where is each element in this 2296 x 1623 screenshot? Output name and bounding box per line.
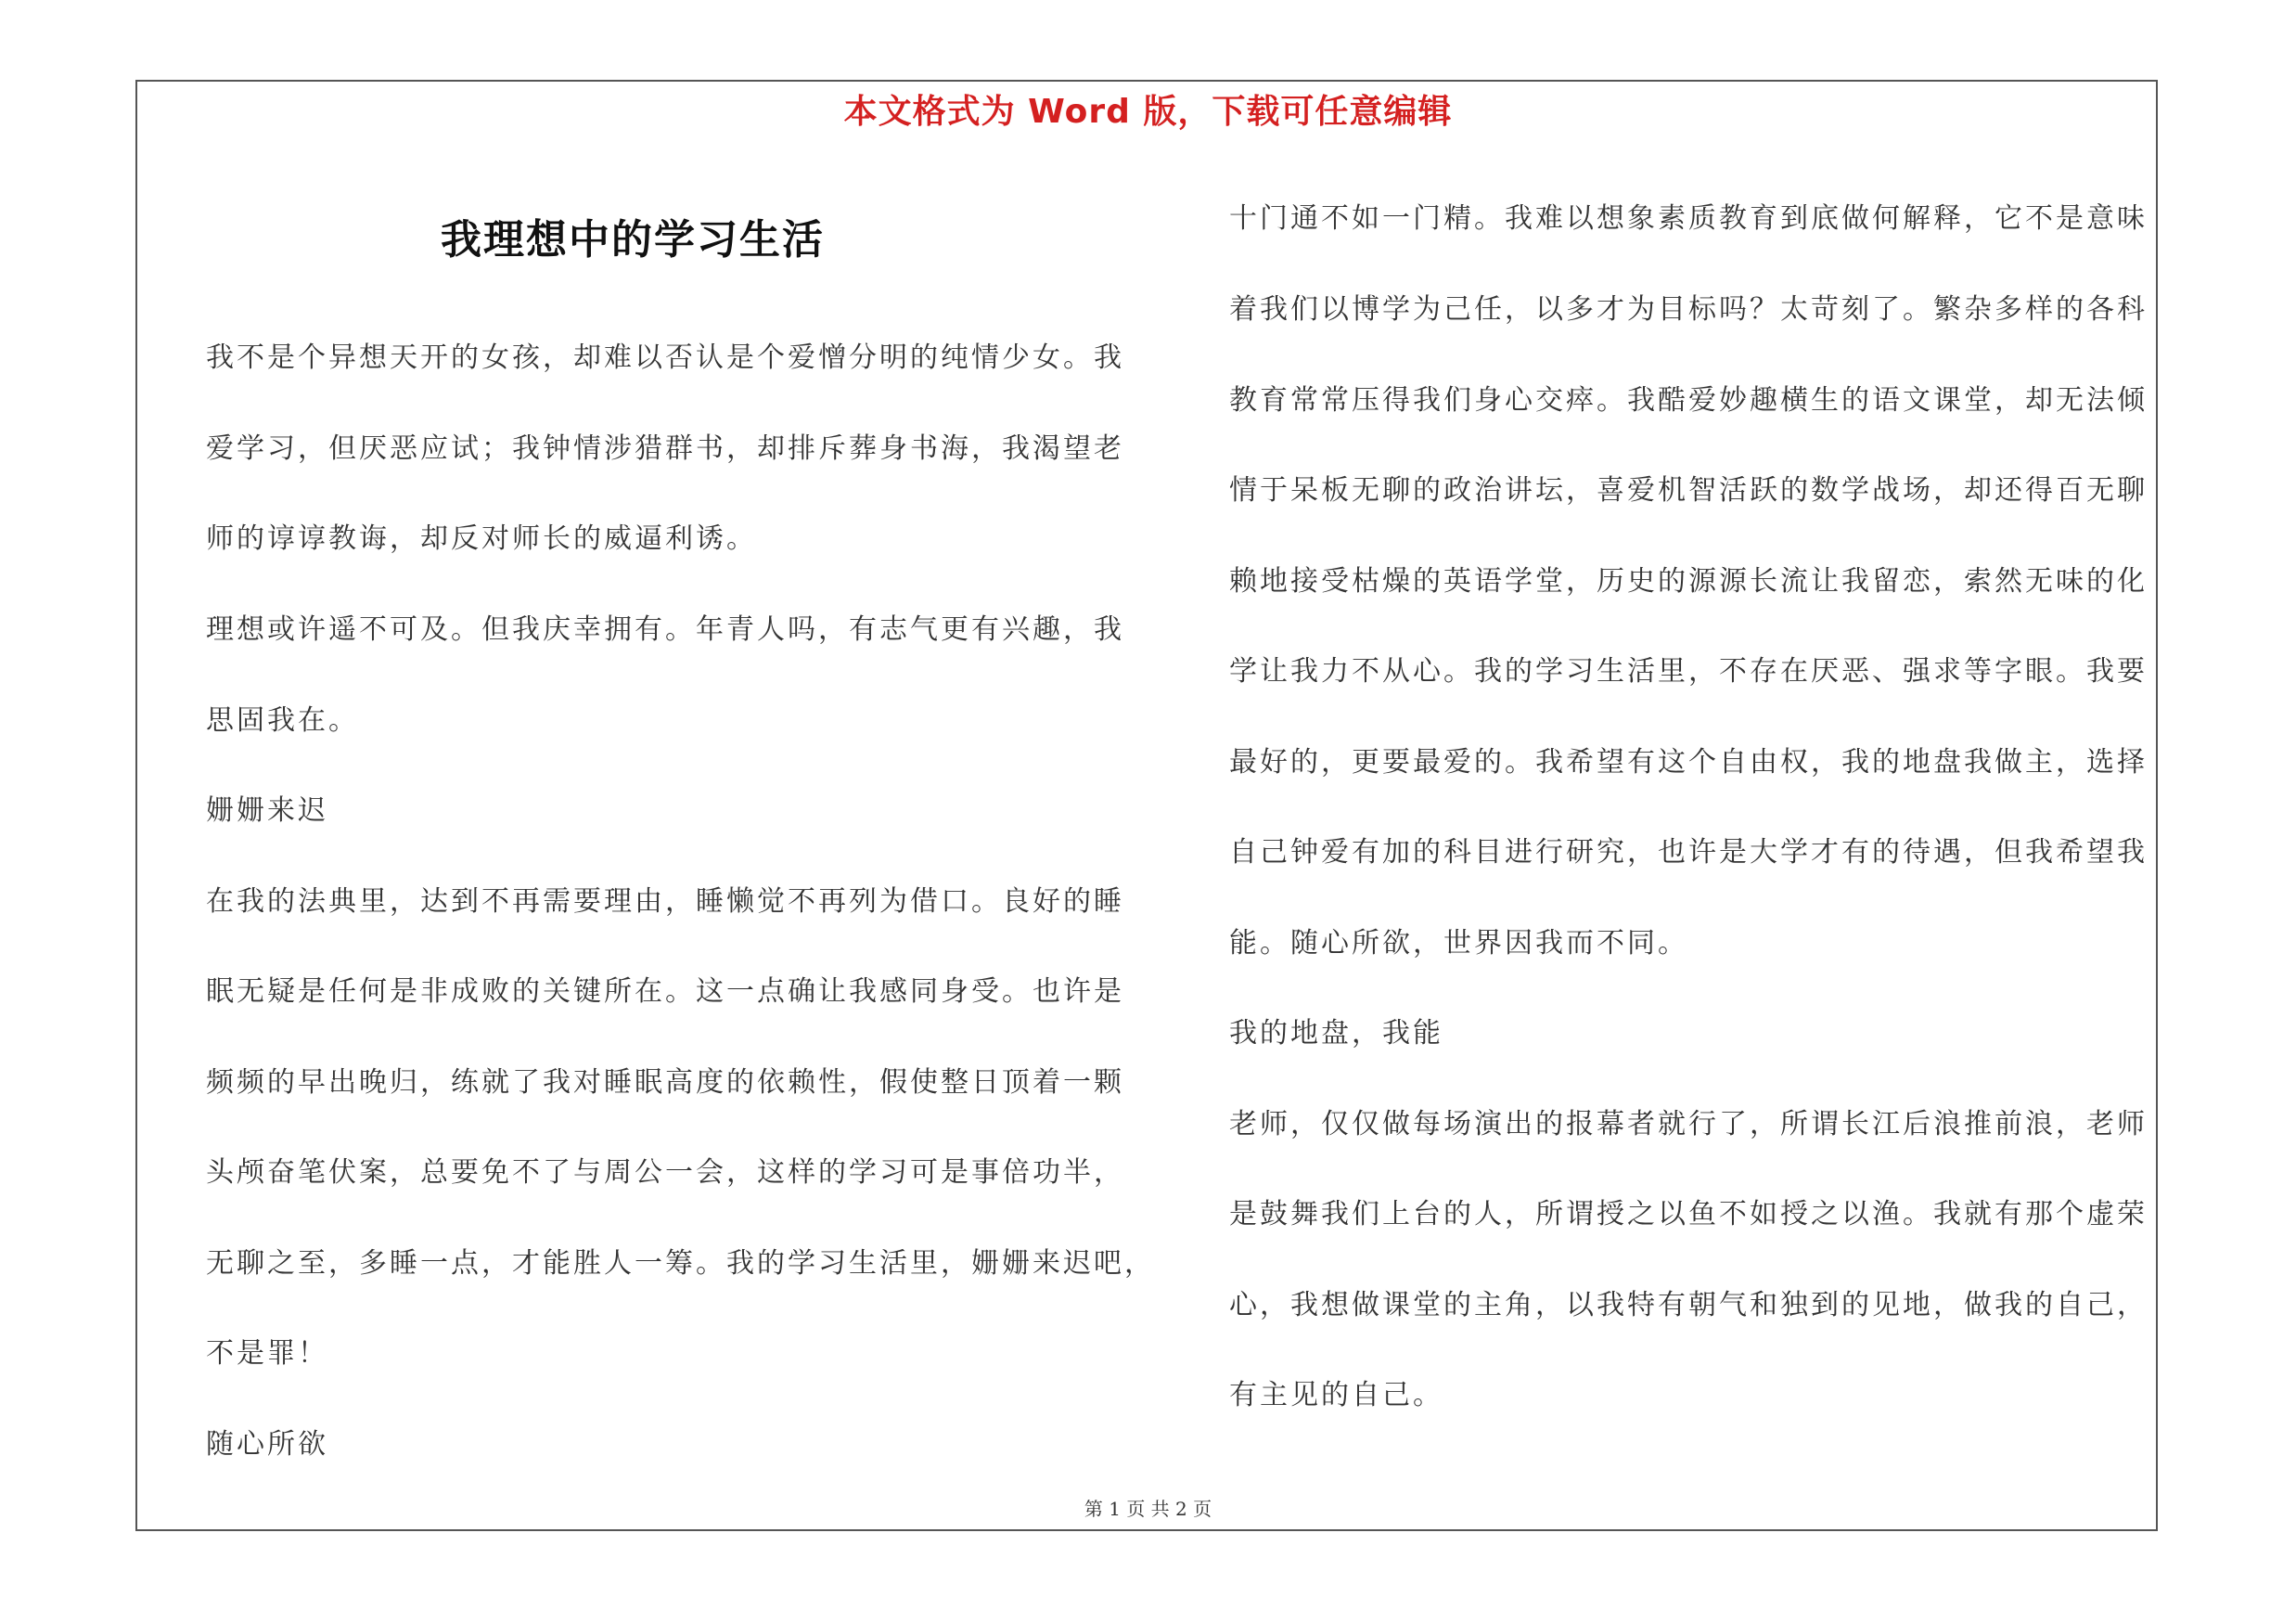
- body-line: 不是罪！: [206, 1337, 328, 1370]
- body-line: 眠无疑是任何是非成败的关键所在。这一点确让我感同身受。也许是: [206, 975, 1124, 1008]
- body-line: 能。随心所欲，世界因我而不同。: [1229, 927, 1688, 960]
- body-line: 频频的早出晚归，练就了我对睡眠高度的依赖性，假使整日顶着一颗: [206, 1066, 1124, 1099]
- body-line: 心，我想做课堂的主角，以我特有朝气和独到的见地，做我的自己，: [1229, 1289, 2148, 1321]
- body-line: 着我们以博学为己任，以多才为目标吗？太苛刻了。繁杂多样的各科: [1229, 293, 2148, 326]
- page-number: 第 1 页 共 2 页: [1084, 1498, 1212, 1520]
- document-title: 我理想中的学习生活: [441, 216, 825, 264]
- body-line: 师的谆谆教诲，却反对师长的威逼利诱。: [206, 522, 757, 555]
- body-line: 有主见的自己。: [1229, 1379, 1443, 1411]
- section-heading: 我的地盘，我能: [1229, 1017, 1443, 1050]
- body-line: 头颅奋笔伏案，总要免不了与周公一会，这样的学习可是事倍功半，: [206, 1156, 1124, 1189]
- body-line: 十门通不如一门精。我难以想象素质教育到底做何解释，它不是意味: [1229, 202, 2148, 235]
- body-line: 思固我在。: [206, 704, 359, 737]
- body-line: 我不是个异想天开的女孩，却难以否认是个爱憎分明的纯情少女。我: [206, 341, 1124, 374]
- body-line: 是鼓舞我们上台的人，所谓授之以鱼不如授之以渔。我就有那个虚荣: [1229, 1198, 2148, 1230]
- body-line: 爱学习，但厌恶应试；我钟情涉猎群书，却排斥葬身书海，我渴望老: [206, 432, 1124, 465]
- body-line: 赖地接受枯燥的英语学堂，历史的源源长流让我留恋，索然无味的化: [1229, 565, 2148, 598]
- format-banner: 本文格式为 Word 版，下载可任意编辑: [843, 93, 1453, 131]
- body-line: 无聊之至，多睡一点，才能胜人一筹。我的学习生活里，姗姗来迟吧，: [206, 1247, 1155, 1280]
- section-heading: 姗姗来迟: [206, 794, 328, 827]
- body-line: 最好的，更要最爱的。我希望有这个自由权，我的地盘我做主，选择: [1229, 746, 2148, 779]
- section-heading: 随心所欲: [206, 1428, 328, 1461]
- body-line: 自己钟爱有加的科目进行研究，也许是大学才有的待遇，但我希望我: [1229, 836, 2148, 869]
- body-line: 在我的法典里，达到不再需要理由，睡懒觉不再列为借口。良好的睡: [206, 885, 1124, 918]
- body-line: 教育常常压得我们身心交瘁。我酷爱妙趣横生的语文课堂，却无法倾: [1229, 384, 2148, 417]
- body-line: 情于呆板无聊的政治讲坛，喜爱机智活跃的数学战场，却还得百无聊: [1229, 474, 2148, 507]
- body-line: 学让我力不从心。我的学习生活里，不存在厌恶、强求等字眼。我要: [1229, 655, 2148, 688]
- body-line: 理想或许遥不可及。但我庆幸拥有。年青人吗，有志气更有兴趣，我: [206, 613, 1124, 646]
- body-line: 老师，仅仅做每场演出的报幕者就行了，所谓长江后浪推前浪，老师: [1229, 1108, 2148, 1140]
